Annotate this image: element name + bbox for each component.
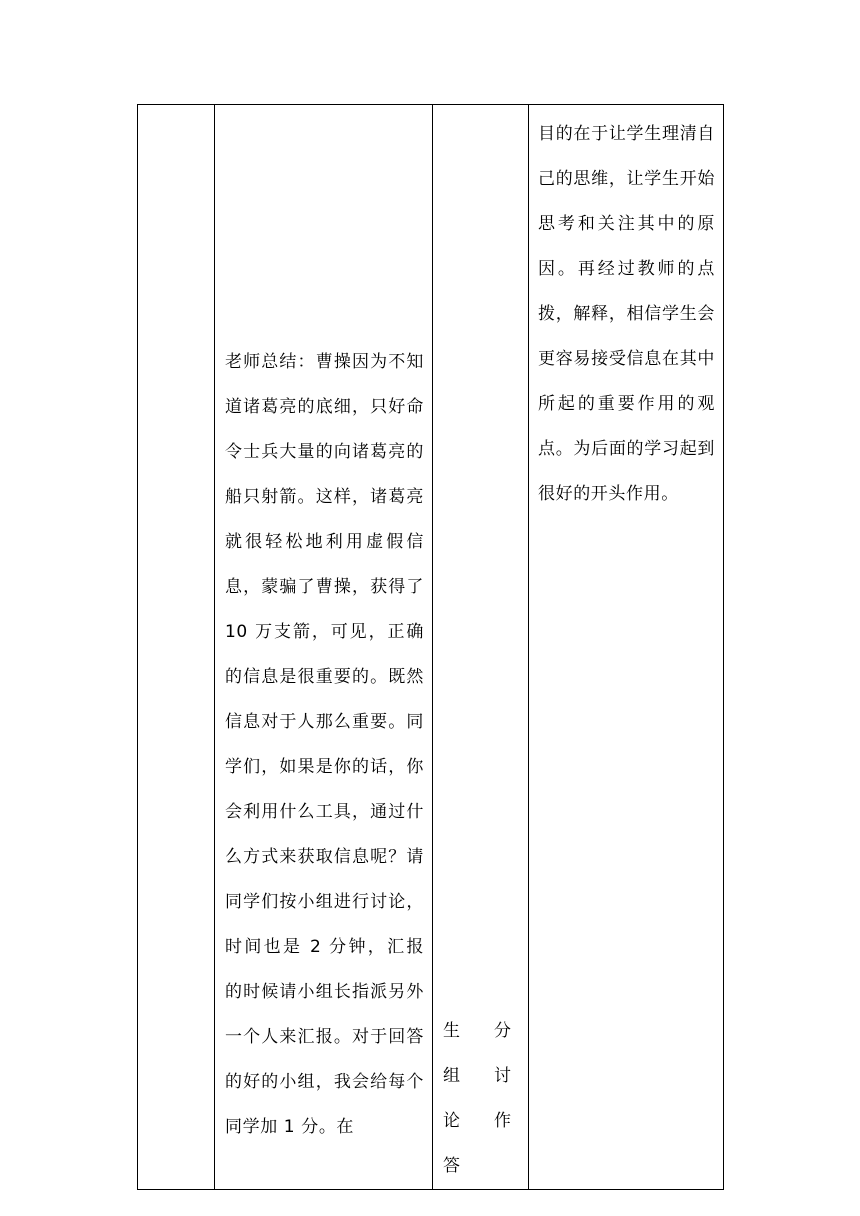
design-intent-text: 目的在于让学生理清自己的思维，让学生开始思考和关注其中的原因。再经过教师的点拨，解释，相信学生会更容易接受信息在其中所起的重要作用的观点。为后面的学习起到很好的开头作用。 <box>538 124 715 504</box>
teacher-activity-cell <box>215 105 433 1190</box>
stage-cell <box>138 105 215 1190</box>
student-activity-text: 生分组讨论作答 <box>443 1021 522 1176</box>
lesson-plan-table <box>137 104 724 1190</box>
student-activity-cell <box>433 105 529 1190</box>
design-intent-cell <box>529 105 724 1190</box>
table-row <box>138 105 724 1190</box>
teacher-activity-text: 老师总结：曹操因为不知道诸葛亮的底细，只好命令士兵大量的向诸葛亮的船只射箭。这样，诸葛亮就很轻松地利用虚假信息，蒙骗了曹操，获得了 10 万支箭，可见，正确的信息是很重要的。既然信息对于人那么重要。同学们，如果是你的话，你会利用什么工具，通过什么方式来获取信息呢？请同学们按小组进行讨论，时间也是 2 分钟，汇报的时候请小组长指派另外一个人来汇报。对于回答的好的小组，我会给每个同学加 1 分。在 <box>225 352 424 1137</box>
